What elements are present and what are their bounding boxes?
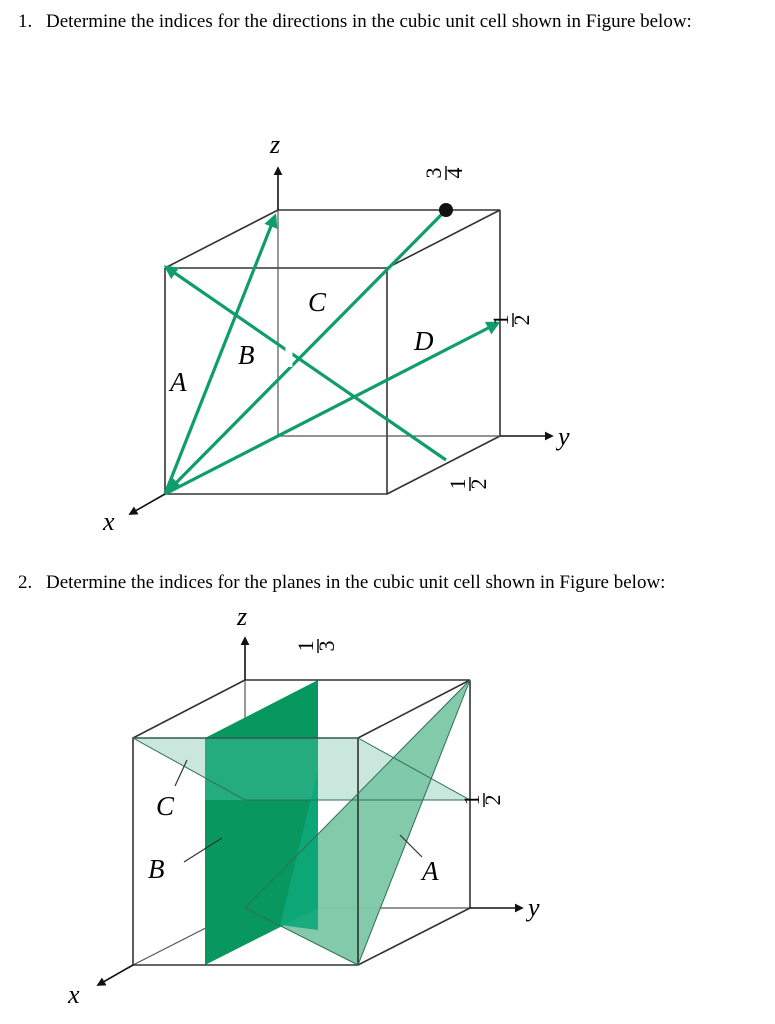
svg-text:3: 3 [314, 640, 339, 652]
axis-label-z-2: z [237, 602, 248, 631]
svg-text:1: 1 [488, 314, 513, 326]
axis-label-x-2: x [68, 980, 80, 1009]
svg-text:1: 1 [293, 640, 318, 652]
question-2-text: Determine the indices for the planes in the cubic unit cell shown in Figure below: [46, 572, 666, 593]
plane-label-A: A [422, 856, 439, 886]
svg-text:2: 2 [509, 314, 534, 326]
fraction-one-third [293, 639, 339, 653]
plane-label-C: C [156, 791, 175, 821]
svg-text:1: 1 [445, 478, 470, 490]
plane-label-B: B [148, 854, 165, 884]
x-axis-2 [98, 965, 133, 985]
vector-label-D: D [414, 326, 434, 356]
plane-B-C-overlap [205, 738, 318, 800]
vector-label-B: B [238, 340, 255, 370]
svg-text:2: 2 [480, 794, 505, 806]
question-1-text: Determine the indices for the directions in the cubic unit cell shown in Figure below: [46, 11, 692, 32]
vector-label-A: A [170, 367, 187, 397]
svg-text:1: 1 [459, 794, 484, 806]
svg-text:3: 3 [421, 167, 446, 179]
axis-label-y: y [558, 422, 570, 451]
question-2-number: 2. [18, 572, 33, 593]
svg-text:4: 4 [442, 167, 467, 179]
fraction-half-2 [459, 793, 505, 807]
axis-label-x: x [103, 507, 115, 536]
axis-label-z: z [270, 130, 281, 159]
question-1-number: 1. [18, 11, 33, 32]
axis-label-y-2: y [528, 893, 540, 922]
vector-label-C: C [308, 287, 327, 317]
svg-text:2: 2 [466, 478, 491, 490]
